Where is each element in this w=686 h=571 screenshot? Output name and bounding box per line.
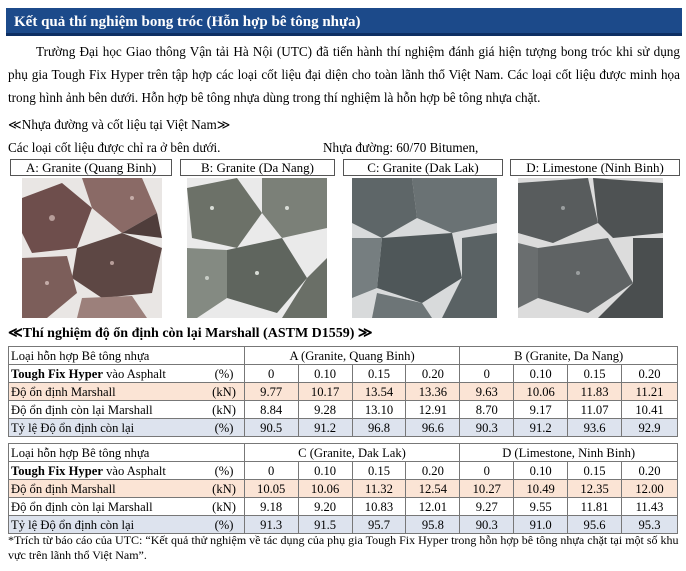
row-label: Độ ổn định còn lại Marshall — [9, 401, 205, 419]
table-cell: 9.77 — [244, 383, 298, 401]
table-cell: 93.6 — [568, 419, 622, 437]
dosage-unit: (%) — [204, 462, 244, 480]
table-cell: 91.3 — [244, 516, 298, 534]
intro-text: Trường Đại học Giao thông Vận tải Hà Nội (UTC) đã tiến hành thí nghiệm đánh giá hiện tượng bong tróc khi sử dụng phụ gia Tough Fix Hyper trên tập hợp các loại cốt liệu đại diện cho toàn lãnh thổ Việt Nam. Các loại cốt liệu được minh họa trong hình ảnh bên dưới. Hỗn hợp bê tông nhựa dùng trong thí nghiệm là hỗn hợp bê tông nhựa chặt. — [8, 44, 680, 105]
table-cell: 11.43 — [622, 498, 678, 516]
table-cell: 96.8 — [352, 419, 406, 437]
marshall-table-cd — [8, 443, 678, 534]
caption-aggregate-c: C: Granite (Dak Lak) — [343, 159, 503, 176]
photo-aggregate-b — [187, 178, 327, 318]
group-header-b: B (Granite, Da Nang) — [460, 347, 678, 365]
table-cell: 0.20 — [622, 462, 678, 480]
table-cell: 12.35 — [568, 480, 622, 498]
table-cell: 8.70 — [460, 401, 514, 419]
table-cell: 10.49 — [514, 480, 568, 498]
table-cell: 96.6 — [406, 419, 460, 437]
table-cell: 9.55 — [514, 498, 568, 516]
dosage-label-rest: vào Asphalt — [102, 463, 166, 478]
table-cell: 0 — [244, 365, 298, 383]
row-unit: (kN) — [204, 401, 244, 419]
table-cell: 95.6 — [568, 516, 622, 534]
binder-label: Nhựa đường: 60/70 Bitumen, — [323, 140, 479, 155]
table-cell: 0 — [460, 462, 514, 480]
table-cell: 0.15 — [352, 365, 406, 383]
photo-aggregate-a — [22, 178, 162, 318]
table-cell: 91.2 — [298, 419, 352, 437]
table-cell: 13.54 — [352, 383, 406, 401]
table-cell: 91.2 — [514, 419, 568, 437]
table-cell: 90.3 — [460, 419, 514, 437]
table-cell: 95.8 — [406, 516, 460, 534]
table-cell: 8.84 — [244, 401, 298, 419]
table-cell: 12.00 — [622, 480, 678, 498]
table-cell: 95.7 — [352, 516, 406, 534]
photo-aggregate-c — [352, 178, 497, 318]
table-cell: 0.10 — [514, 365, 568, 383]
photo-aggregate-d — [518, 178, 663, 318]
row-unit: (kN) — [204, 383, 244, 401]
table-cell: 10.27 — [460, 480, 514, 498]
caption-aggregate-b: B: Granite (Da Nang) — [180, 159, 335, 176]
subheading-bitumen-aggregates: ≪Nhựa đường và cốt liệu tại Việt Nam≫ — [8, 117, 231, 132]
row-label: Độ ổn định Marshall — [9, 480, 205, 498]
table-cell: 9.28 — [298, 401, 352, 419]
table-cell: 0 — [244, 462, 298, 480]
table-cell: 9.63 — [460, 383, 514, 401]
table-cell: 0.10 — [514, 462, 568, 480]
table-cell: 0.20 — [406, 462, 460, 480]
table-cell: 95.3 — [622, 516, 678, 534]
table-row — [9, 480, 678, 498]
table-cell: 91.5 — [298, 516, 352, 534]
dosage-label — [9, 365, 205, 383]
page-title: Kết quả thí nghiệm bong tróc (Hỗn hợp bê tông nhựa) — [14, 14, 361, 30]
table-cell: 9.27 — [460, 498, 514, 516]
table-cell: 12.54 — [406, 480, 460, 498]
marshall-table-ab — [8, 346, 678, 437]
group-header-a: A (Granite, Quang Binh) — [244, 347, 460, 365]
table-cell: 11.32 — [352, 480, 406, 498]
table-cell: 10.06 — [298, 480, 352, 498]
table-cell: 0.10 — [298, 462, 352, 480]
table-cell: 13.10 — [352, 401, 406, 419]
dosage-label — [9, 462, 205, 480]
table-cell: 91.0 — [514, 516, 568, 534]
mix-type-label: Loại hỗn hợp Bê tông nhựa — [9, 347, 245, 365]
table-cell: 0.15 — [568, 365, 622, 383]
table-cell: 9.17 — [514, 401, 568, 419]
group-header-c: C (Granite, Dak Lak) — [244, 444, 460, 462]
table-cell: 90.3 — [460, 516, 514, 534]
caption-aggregate-a: A: Granite (Quang Binh) — [10, 159, 172, 176]
table-cell: 90.5 — [244, 419, 298, 437]
dosage-unit: (%) — [204, 365, 244, 383]
product-name: Tough Fix Hyper — [11, 463, 103, 478]
table-row — [9, 419, 678, 437]
table-cell: 10.41 — [622, 401, 678, 419]
section-title-bar — [6, 8, 682, 36]
dosage-label-rest: vào Asphalt — [102, 366, 166, 381]
table-cell: 11.83 — [568, 383, 622, 401]
mix-type-label: Loại hỗn hợp Bê tông nhựa — [9, 444, 245, 462]
table-row — [9, 498, 678, 516]
group-header-d: D (Limestone, Ninh Binh) — [460, 444, 678, 462]
table-cell: 12.01 — [406, 498, 460, 516]
table-cell: 9.20 — [298, 498, 352, 516]
table-cell: 10.05 — [244, 480, 298, 498]
table-cell: 0.20 — [406, 365, 460, 383]
row-label: Độ ổn định còn lại Marshall — [9, 498, 205, 516]
table-cell: 9.18 — [244, 498, 298, 516]
table-cell: 0.15 — [568, 462, 622, 480]
table-cell: 13.36 — [406, 383, 460, 401]
table-row — [9, 347, 678, 365]
table-cell: 12.91 — [406, 401, 460, 419]
row-unit: (%) — [204, 516, 244, 534]
table-row — [9, 365, 678, 383]
row-unit: (kN) — [204, 480, 244, 498]
table-cell: 11.81 — [568, 498, 622, 516]
row-unit: (%) — [204, 419, 244, 437]
table-cell: 0.20 — [622, 365, 678, 383]
table-cell: 0 — [460, 365, 514, 383]
table-row — [9, 401, 678, 419]
materials-label: Các loại cốt liệu được chỉ ra ở bên dưới. — [8, 140, 221, 155]
table-cell: 10.17 — [298, 383, 352, 401]
table-cell: 10.83 — [352, 498, 406, 516]
table-row — [9, 383, 678, 401]
table-row — [9, 444, 678, 462]
table-cell: 0.10 — [298, 365, 352, 383]
row-unit: (kN) — [204, 498, 244, 516]
table-cell: 10.06 — [514, 383, 568, 401]
table-row — [9, 462, 678, 480]
table-cell: 11.21 — [622, 383, 678, 401]
row-label: Độ ổn định Marshall — [9, 383, 205, 401]
row-label: Tỷ lệ Độ ổn định còn lại — [9, 419, 205, 437]
footnote: *Trích từ báo cáo của UTC: “Kết quả thử nghiệm về tác dụng của phụ gia Tough Fix Hyper trong hỗn hợp bê tông nhựa chặt tại một số khu vực trên lãnh thổ Việt Nam”. — [8, 533, 679, 562]
table-row — [9, 516, 678, 534]
table-cell: 92.9 — [622, 419, 678, 437]
table-cell: 0.15 — [352, 462, 406, 480]
table-cell: 11.07 — [568, 401, 622, 419]
row-label: Tỷ lệ Độ ổn định còn lại — [9, 516, 205, 534]
marshall-heading: ≪Thí nghiệm độ ổn định còn lại Marshall (ASTM D1559) ≫ — [8, 326, 373, 341]
product-name: Tough Fix Hyper — [11, 366, 103, 381]
caption-aggregate-d: D: Limestone (Ninh Binh) — [510, 159, 680, 176]
intro-paragraph — [8, 40, 680, 109]
